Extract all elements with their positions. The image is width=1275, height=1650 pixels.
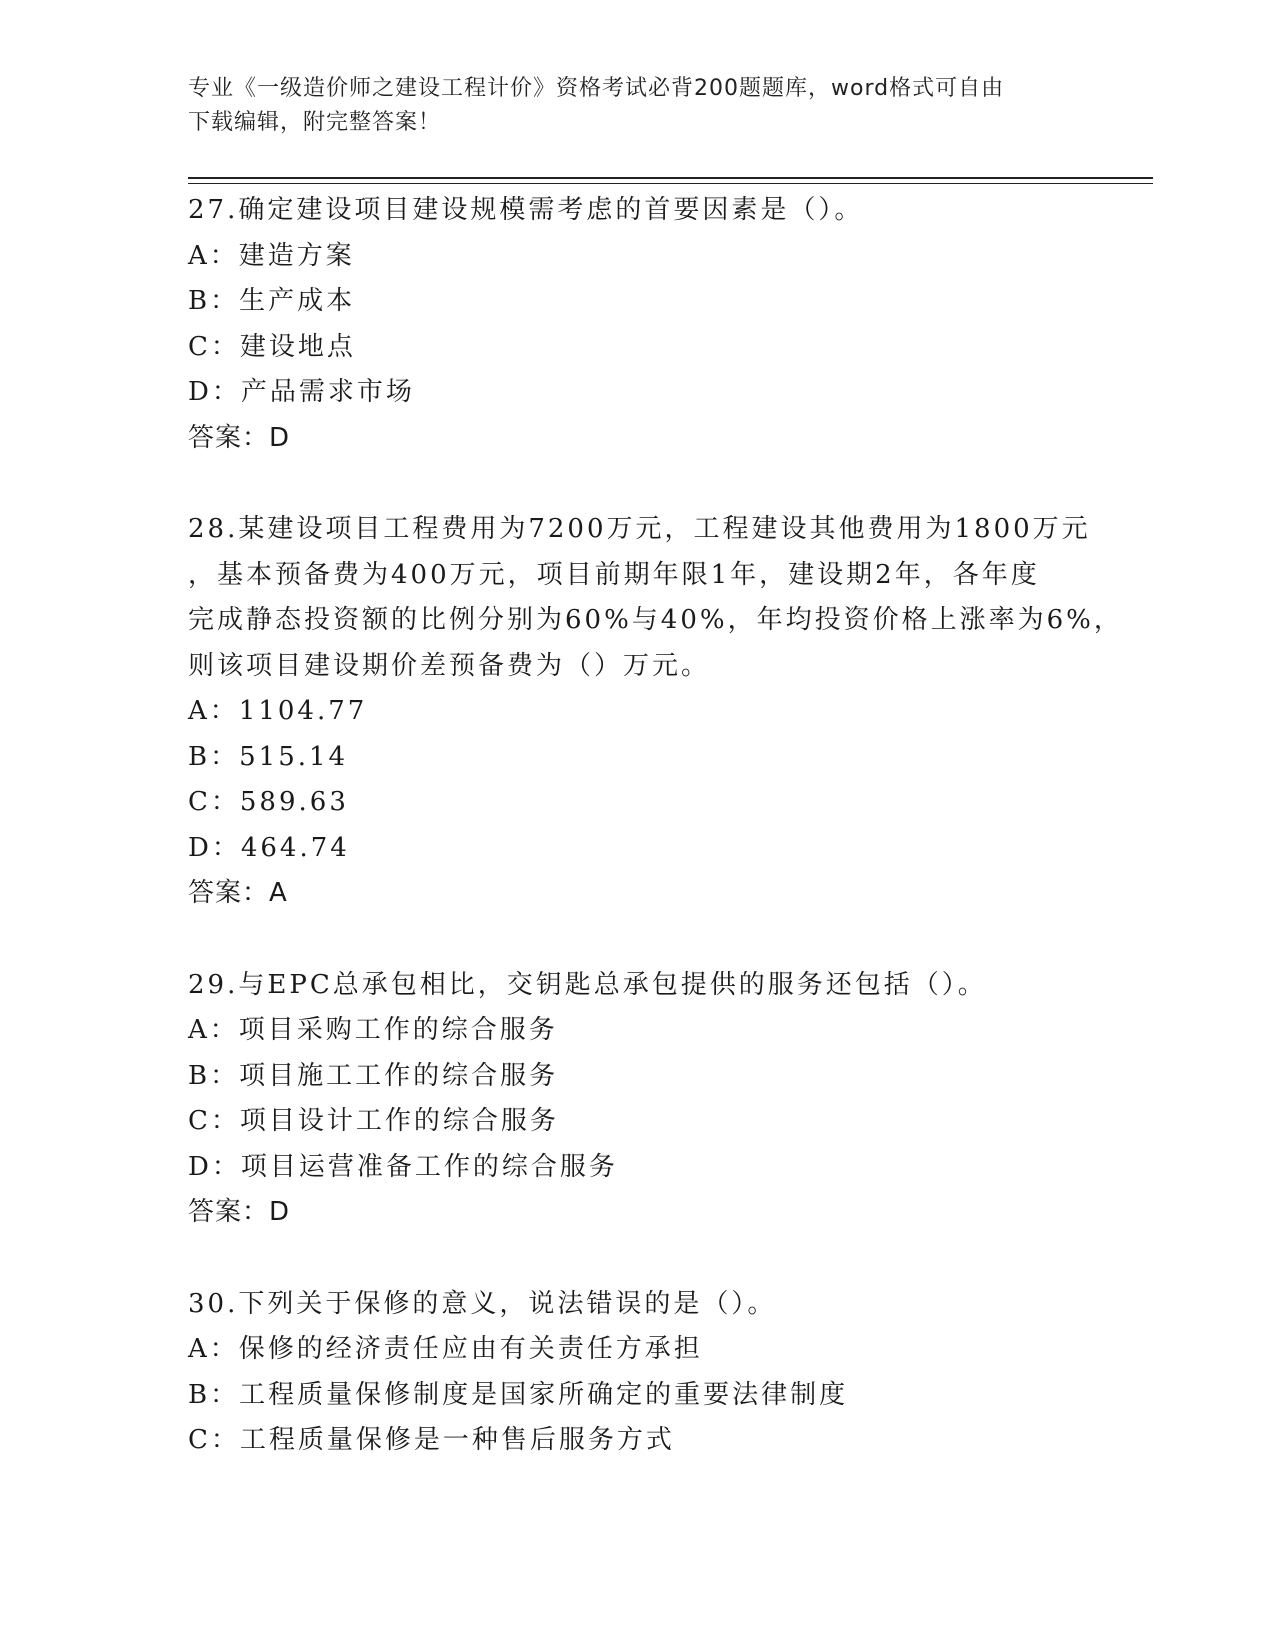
document-header	[188, 72, 1068, 140]
question-29	[188, 963, 1128, 1236]
option-d: D：464.74	[188, 832, 350, 863]
option-c: C：工程质量保修是一种售后服务方式	[188, 1425, 675, 1455]
question-30	[188, 1282, 1128, 1464]
question-stem-line-3: 完成静态投资额的比例分别为60%与40%，年均投资价格上涨率为6%，	[188, 605, 1123, 635]
question-stem: 27.确定建设项目建设规模需考虑的首要因素是（）。	[188, 195, 864, 225]
option-a: A：项目采购工作的综合服务	[188, 1015, 558, 1045]
question-stem-line-2: ，基本预备费为400万元，项目前期年限1年，建设期2年，各年度	[188, 559, 1040, 590]
option-b: B：生产成本	[188, 286, 356, 316]
question-stem: 29.与EPC总承包相比，交钥匙总承包提供的服务还包括（）。	[188, 969, 987, 1000]
answer-label: 答案：A	[188, 878, 288, 908]
option-c: C：建设地点	[188, 331, 356, 362]
option-a: A：建造方案	[188, 240, 355, 271]
option-b: B：工程质量保修制度是国家所确定的重要法律制度	[188, 1379, 849, 1410]
option-a: A：保修的经济责任应由有关责任方承担	[188, 1334, 703, 1364]
question-stem: 30.下列关于保修的意义，说法错误的是（）。	[188, 1288, 777, 1319]
answer-label: 答案：D	[188, 1197, 291, 1227]
option-d: D：项目运营准备工作的综合服务	[188, 1151, 618, 1182]
option-c: C：589.63	[188, 787, 349, 817]
header-divider-thin	[188, 183, 1153, 184]
question-stem-line-1: 28.某建设项目工程费用为7200万元，工程建设其他费用为1800万元	[188, 514, 1091, 544]
question-list	[188, 188, 1128, 1464]
question-stem-line-4: 则该项目建设期价差预备费为（）万元。	[188, 650, 711, 681]
option-a: A：1104.77	[188, 696, 368, 726]
header-line-1: 专业《一级造价师之建设工程计价》资格考试必背200题题库，word格式可自由	[188, 76, 1005, 101]
option-b: B：项目施工工作的综合服务	[188, 1060, 559, 1091]
question-27	[188, 188, 1128, 461]
option-d: D：产品需求市场	[188, 377, 415, 407]
option-c: C：项目设计工作的综合服务	[188, 1106, 559, 1136]
answer-label: 答案：D	[188, 422, 291, 453]
question-28	[188, 507, 1128, 917]
header-divider-thick	[188, 177, 1153, 179]
header-line-2: 下载编辑，附完整答案！	[188, 110, 442, 135]
option-b: B：515.14	[188, 741, 349, 772]
